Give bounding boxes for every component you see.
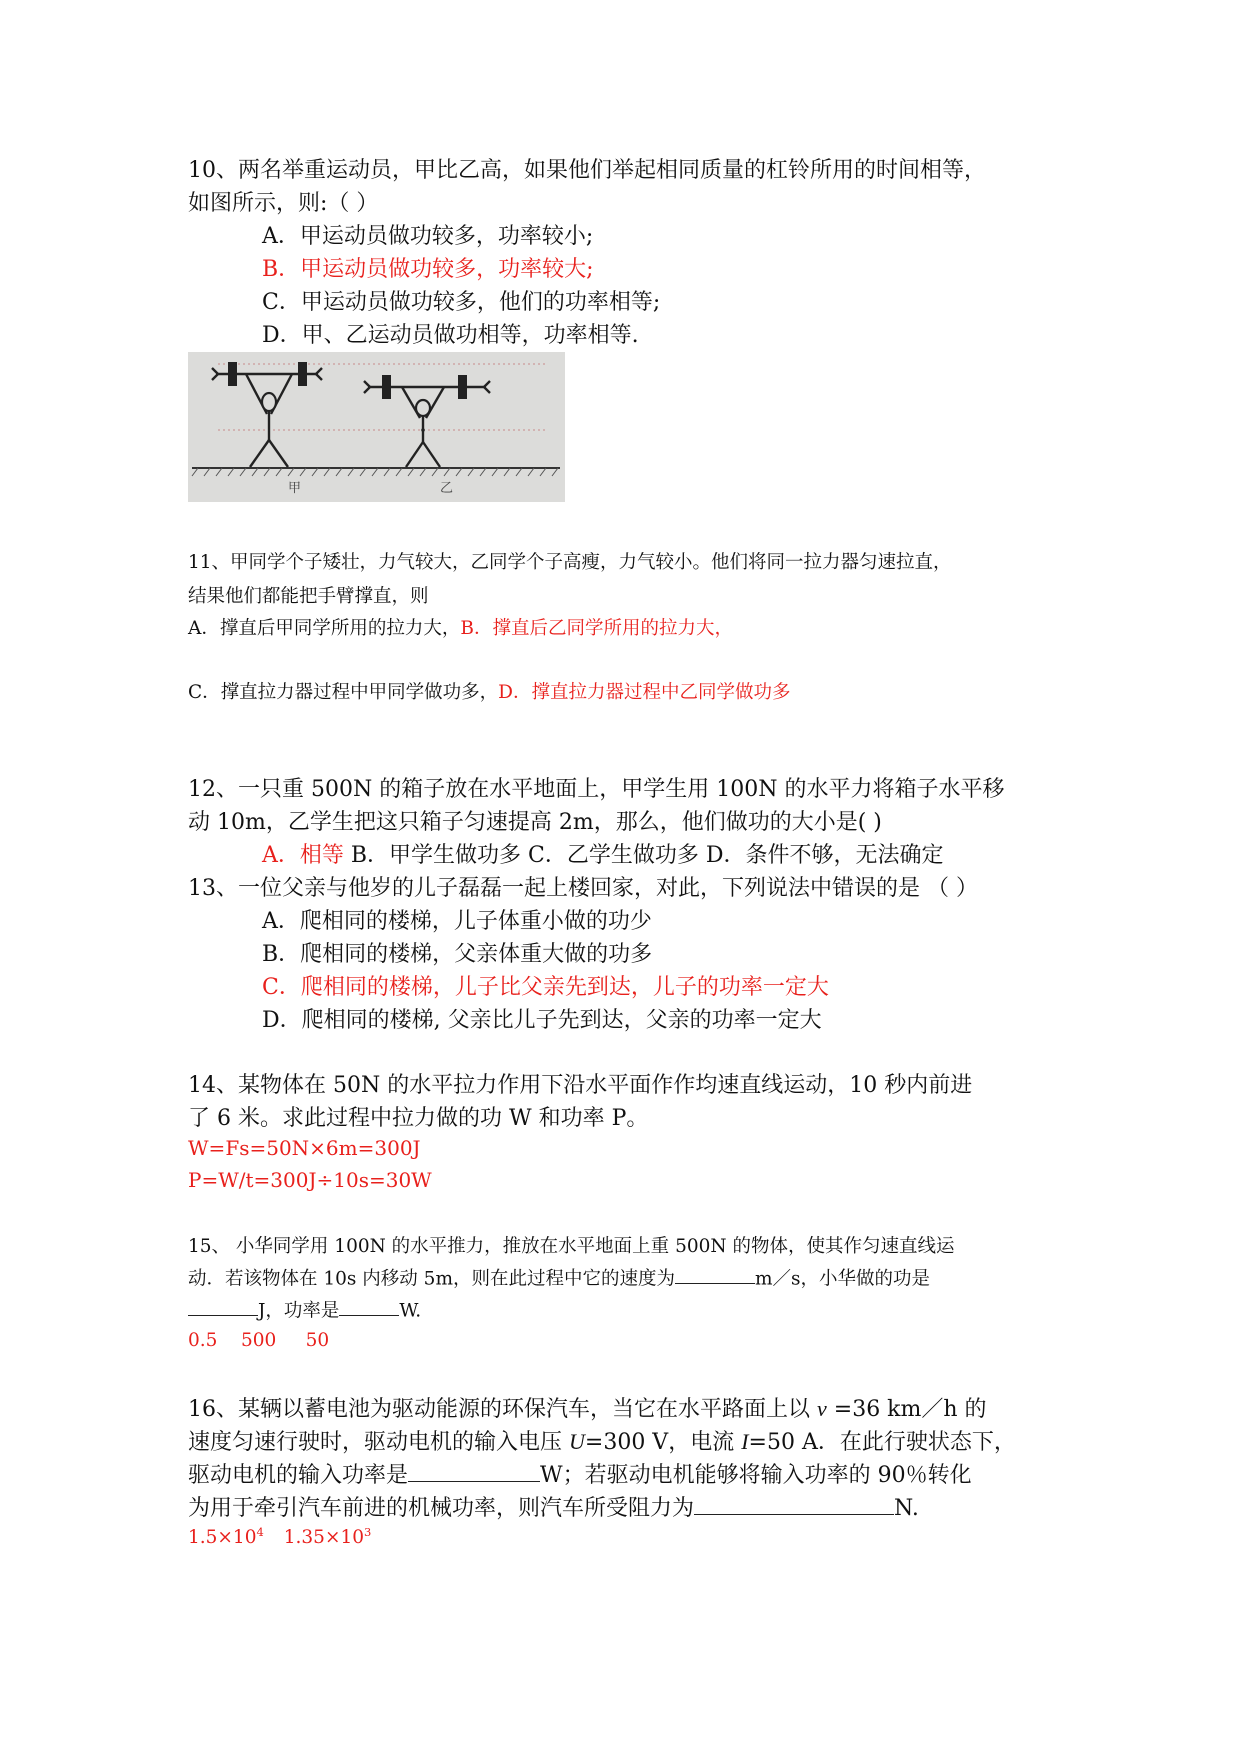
q16-var-u: U: [569, 1429, 585, 1454]
q16-text-1b: =36 km／h 的: [826, 1397, 987, 1422]
q16-line2: [188, 1425, 1016, 1456]
q16-text-4b: N.: [894, 1496, 919, 1522]
q13-option-d: D．爬相同的楼梯, 父亲比儿子先到达，父亲的功率一定大: [262, 1008, 822, 1033]
q12-options-bcd: B．甲学生做功多 C．乙学生做功多 D．条件不够，无法确定: [343, 843, 944, 868]
q15-blank-speed[interactable]: [675, 1264, 755, 1284]
q10-stem-line2: 如图所示，则:（ ）: [188, 191, 379, 216]
q15-text-d: W.: [399, 1300, 422, 1322]
q10-option-b: B．甲运动员做功较多，功率较大;: [262, 257, 594, 282]
q11-stem-line2: 结果他们都能把手臂撑直，则: [188, 586, 429, 607]
q11-stem-line1: 11、甲同学个子矮壮，力气较大，乙同学个子高瘦，力气较小。他们将同一拉力器匀速拉直，: [188, 552, 952, 573]
q16-var-v: v: [817, 1396, 827, 1421]
q16-text-2c: =50 A．在此行驶状态下，: [748, 1430, 1016, 1455]
q16-answer-1-base: 1.5×10: [188, 1527, 257, 1548]
q11-options-cd: [188, 678, 791, 704]
q16-var-i: I: [741, 1429, 749, 1454]
figure-label-yi: 乙: [440, 481, 454, 496]
q13-option-a: A．爬相同的楼梯，儿子体重小做的功少: [262, 909, 652, 934]
q15-answer: 0.5 500 50: [188, 1330, 330, 1351]
q16-line3: [188, 1458, 972, 1489]
q13-option-b: B．爬相同的楼梯，父亲体重大做的功多: [262, 942, 653, 967]
q11-option-a: A．撑直后甲同学所用的拉力大，: [188, 618, 461, 639]
q14-stem-line1: 14、某物体在 50N 的水平拉力作用下沿水平面作作均速直线运动，10 秒内前进: [188, 1073, 973, 1098]
q10-option-a: A．甲运动员做功较多，功率较小;: [262, 224, 594, 249]
q15-text-b: m／s，小华做的功是: [755, 1268, 931, 1290]
q16-text-2b: =300 V，电流: [584, 1430, 742, 1455]
q12-stem-line1: 12、一只重 500N 的箱子放在水平地面上，甲学生用 100N 的水平力将箱子水平移: [188, 777, 1005, 802]
q16-line1: [188, 1392, 987, 1423]
q14-answer-power: P=W/t=300J÷10s=30W: [188, 1168, 432, 1192]
q14-stem-line2: 了 6 米。求此过程中拉力做的功 W 和功率 P。: [188, 1106, 649, 1131]
q13-stem: 13、一位父亲与他岁的儿子磊磊一起上楼回家，对此，下列说法中错误的是 （ ）: [188, 876, 978, 901]
q15-text-a: 动．若该物体在 10s 内移动 5m，则在此过程中它的速度为: [188, 1268, 675, 1290]
q16-blank-power[interactable]: [408, 1458, 540, 1482]
q16-text-2a: 速度匀速行驶时，驱动电机的输入电压: [188, 1430, 569, 1455]
q16-text-3b: W；若驱动电机能够将输入功率的 90％转化: [540, 1463, 972, 1489]
q11-option-d: D．撑直拉力器过程中乙同学做功多: [498, 682, 791, 703]
q15-stem-line1: 15、 小华同学用 100N 的水平推力，推放在水平地面上重 500N 的物体，使其作匀速直线运: [188, 1236, 955, 1257]
q15-blank-power[interactable]: [339, 1296, 399, 1316]
q15-stem-line2: [188, 1264, 930, 1290]
q15-blank-work[interactable]: [188, 1296, 258, 1316]
q16-answer: [188, 1524, 372, 1548]
q11-options-ab: [188, 614, 733, 640]
q15-text-c: J，功率是: [258, 1300, 340, 1322]
q16-blank-resistance[interactable]: [694, 1491, 894, 1515]
q16-answer-2-base: 1.35×10: [283, 1527, 364, 1548]
q11-option-b: B．撑直后乙同学所用的拉力大，: [460, 618, 733, 639]
q16-text-4a: 为用于牵引汽车前进的机械功率，则汽车所受阻力为: [188, 1496, 695, 1522]
q16-text-1a: 16、某辆以蓄电池为驱动能源的环保汽车，当它在水平路面上以: [188, 1397, 817, 1422]
q10-stem-line1: 10、两名举重运动员，甲比乙高，如果他们举起相同质量的杠铃所用的时间相等，: [188, 158, 986, 183]
q16-text-3a: 驱动电机的输入功率是: [188, 1463, 409, 1489]
q16-answer-1-exp: 4: [256, 1524, 264, 1539]
q16-answer-2-exp: 3: [364, 1524, 372, 1539]
q11-option-c: C．撑直拉力器过程中甲同学做功多，: [188, 682, 499, 703]
q10-option-c: C．甲运动员做功较多，他们的功率相等;: [262, 290, 661, 315]
q16-line4: [188, 1491, 919, 1522]
figure-label-jia: 甲: [288, 481, 302, 496]
q13-option-c: C．爬相同的楼梯，儿子比父亲先到达，儿子的功率一定大: [262, 975, 829, 1000]
q15-stem-line3: [188, 1296, 421, 1322]
q10-option-d: D．甲、乙运动员做功相等，功率相等.: [262, 323, 639, 348]
q12-stem-line2: 动 10m，乙学生把这只箱子匀速提高 2m，那么，他们做功的大小是( ): [188, 810, 882, 835]
q12-options: [262, 838, 944, 869]
weightlifters-figure: [188, 352, 565, 502]
q14-answer-work: W=Fs=50N×6m=300J: [188, 1136, 421, 1160]
q12-option-a: A．相等: [262, 843, 344, 868]
weightlifters-drawing: [188, 352, 565, 502]
